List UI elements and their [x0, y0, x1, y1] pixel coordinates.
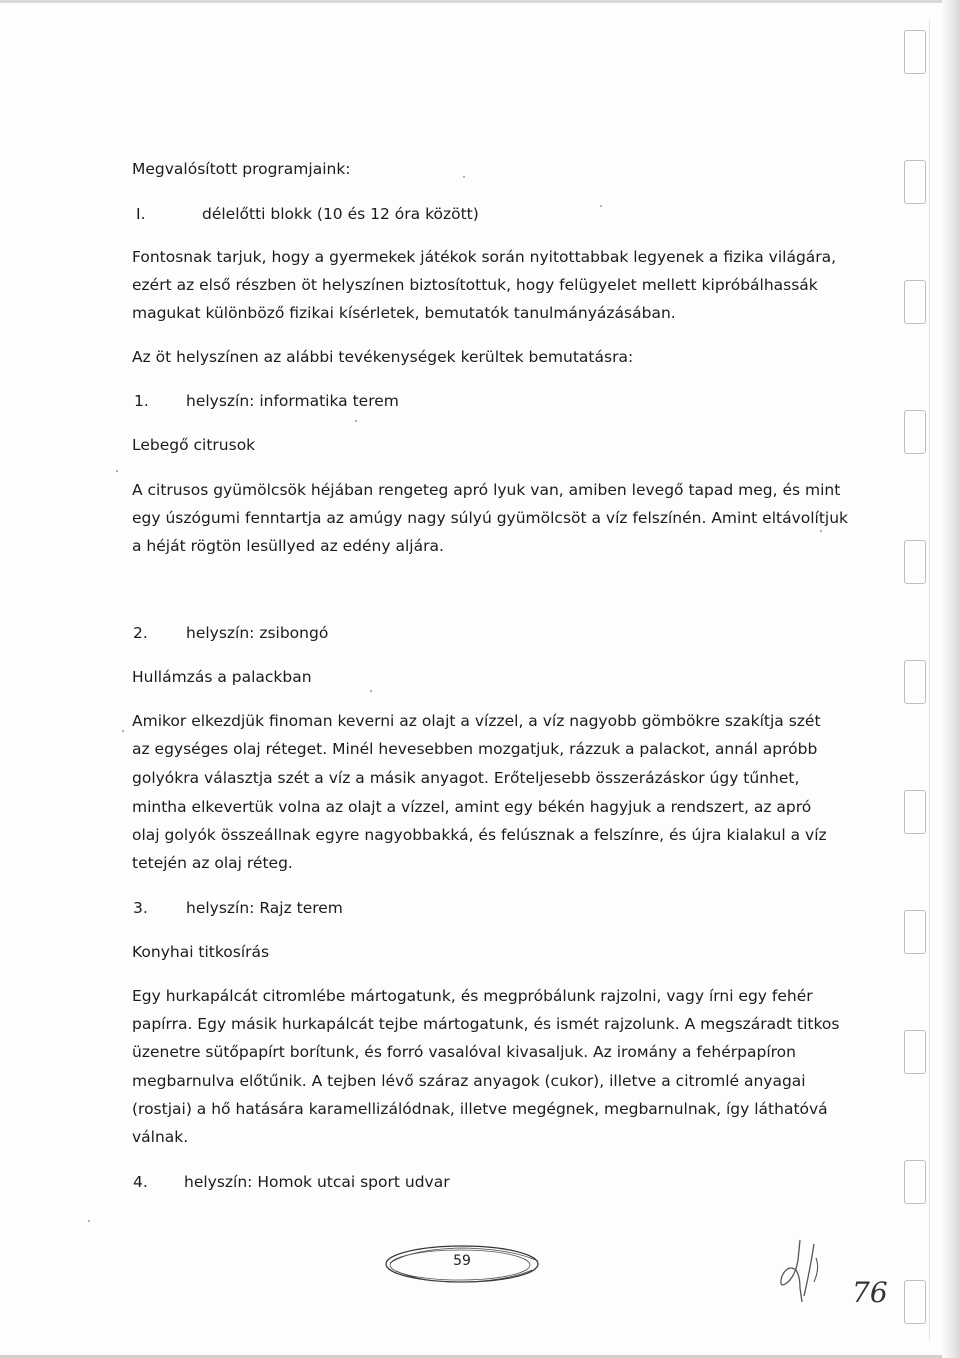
scan-edge-right — [942, 0, 960, 1358]
activity-line: válnak. — [132, 1128, 189, 1146]
scan-speck — [463, 176, 465, 178]
page-number: 59 — [453, 1253, 471, 1269]
signature — [770, 1230, 840, 1310]
handwritten-page-number: 76 — [852, 1276, 888, 1309]
location-place: helyszín: informatika terem — [186, 392, 399, 410]
activity-title: Hullámzás a palackban — [132, 668, 312, 686]
page-number-badge — [382, 1243, 542, 1285]
binder-hole — [904, 660, 926, 704]
activity-line: golyókra választja szét a víz a másik anyagot. Erőteljesebb összerázáskor úgy tűnhet, — [132, 769, 800, 787]
activity-line: mintha elkevertük volna az olajt a vízzel, amint egy békén hagyjuk a rendszert, az apró — [132, 798, 812, 816]
binder-hole — [904, 790, 926, 834]
location-number: 4. — [133, 1173, 148, 1191]
location-place: helyszín: Homok utcai sport udvar — [184, 1173, 450, 1191]
activity-line: üzenetre sütőpapírt borítunk, és forró vasalóval kivasaljuk. Az irомány a fehérpapíron — [132, 1043, 796, 1061]
activity-line: a héját rögtön lesüllyed az edény aljára. — [132, 537, 444, 555]
scan-speck — [600, 205, 602, 207]
scan-speck — [122, 730, 124, 732]
intro-line: Fontosnak tarjuk, hogy a gyermekek játékok során nyitottabbak legyenek a fizika világára, — [132, 248, 837, 266]
activity-line: olaj golyók összeállnak egyre nagyobbakká, és felúsznak a felszínre, és újra kialakul a víz — [132, 826, 827, 844]
locations-intro: Az öt helyszínen az alábbi tevékenységek kerültek bemutatásra: — [132, 348, 634, 366]
scan-speck — [355, 420, 357, 422]
binder-hole — [904, 1280, 926, 1324]
binder-hole — [904, 910, 926, 954]
binder-hole — [904, 30, 926, 74]
intro-line: ezért az első részben öt helyszínen biztosítottuk, hogy felügyelet mellett kipróbálhassák — [132, 276, 818, 294]
activity-line: tetején az olaj réteg. — [132, 854, 293, 872]
block-title: délelőtti blokk (10 és 12 óra között) — [202, 205, 479, 223]
binder-strip — [896, 20, 936, 1340]
activity-line: papírra. Egy másik hurkapálcát tejbe mártogatunk, és ismét rajzolunk. A megszáradt titkos — [132, 1015, 840, 1033]
activity-title: Konyhai titkosírás — [132, 943, 270, 961]
location-place: helyszín: zsibongó — [186, 624, 329, 642]
location-number: 3. — [133, 899, 148, 917]
location-number: 2. — [133, 624, 148, 642]
activity-title: Lebegő citrusok — [132, 436, 256, 454]
scan-speck — [116, 470, 118, 472]
binder-hole — [904, 160, 926, 204]
location-place: helyszín: Rajz terem — [186, 899, 343, 917]
scan-speck — [88, 1220, 90, 1222]
binder-hole — [904, 410, 926, 454]
activity-line: (rostjai) a hő hatására karamellizálódnak, illetve megégnek, megbarnulnak, így láthatóvá — [132, 1100, 828, 1118]
activity-line: egy úszógumi fenntartja az amúgy nagy súlyú gyümölcsöt a víz felszínén. Amint eltávolítjuk — [132, 509, 849, 527]
intro-line: magukat különböző fizikai kísérletek, bemutatók tanulmányázásában. — [132, 304, 676, 322]
scan-speck — [820, 530, 822, 532]
scan-edge-top — [0, 0, 960, 3]
page-heading: Megvalósított programjaink: — [132, 160, 351, 178]
binder-hole — [904, 540, 926, 584]
activity-line: az egységes olaj réteget. Minél hevesebben mozgatjuk, rázzuk a palackot, annál apróbb — [132, 740, 818, 758]
binder-hole — [904, 1030, 926, 1074]
activity-line: megbarnulva előtűnik. A tejben lévő száraz anyagok (cukor), illetve a citromlé anyagai — [132, 1072, 806, 1090]
activity-line: A citrusos gyümölcsök héjában rengeteg apró lyuk van, amiben levegő tapad meg, és mint — [132, 481, 841, 499]
binder-hole — [904, 280, 926, 324]
binder-line — [929, 20, 930, 1340]
block-number: I. — [136, 205, 146, 223]
location-number: 1. — [134, 392, 149, 410]
scan-speck — [370, 690, 372, 692]
activity-line: Amikor elkezdjük finoman keverni az olajt a vízzel, a víz nagyobb gömbökre szakítja szét — [132, 712, 821, 730]
activity-line: Egy hurkapálcát citromlébe mártogatunk, és megpróbálunk rajzolni, vagy írni egy fehér — [132, 987, 813, 1005]
binder-hole — [904, 1160, 926, 1204]
